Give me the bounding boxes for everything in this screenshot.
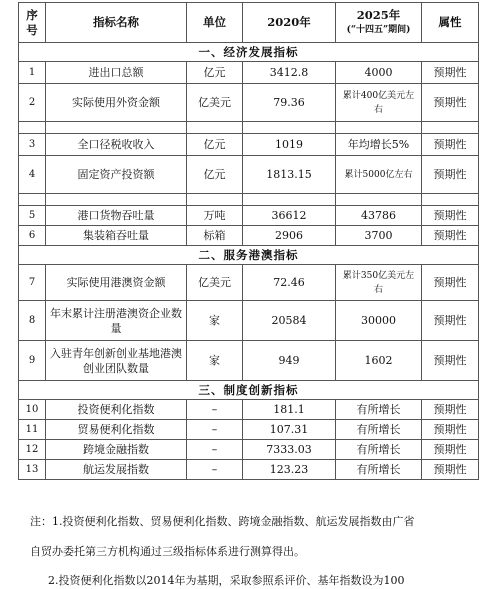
section-row: [19, 381, 479, 400]
cell-unit: 亿美元: [187, 265, 243, 301]
cell-name: 集装箱吞吐量: [46, 226, 187, 246]
header-seq: 序号: [19, 3, 46, 43]
cell-attr: 预期性: [422, 84, 479, 122]
cell-2025: 有所增长: [336, 420, 422, 440]
cell-seq: 6: [19, 226, 46, 246]
cell-2025: 30000: [336, 301, 422, 341]
footnotes: [30, 514, 480, 589]
header-2025: [336, 3, 422, 43]
table-row: [19, 226, 479, 246]
cell-attr: 预期性: [422, 341, 479, 381]
header-unit: 单位: [187, 3, 243, 43]
cell-unit: 亿元: [187, 62, 243, 84]
cell-seq: 10: [19, 400, 46, 420]
table-header-row: [19, 3, 479, 43]
cell-2025: 累计400亿美元左右: [336, 84, 422, 122]
cell-attr: 预期性: [422, 226, 479, 246]
cell-2025: 有所增长: [336, 400, 422, 420]
cell-2020: 36612: [243, 206, 336, 226]
cell-seq: 7: [19, 265, 46, 301]
table-row: [19, 460, 479, 480]
separator-cell: [19, 194, 46, 206]
table-row: [19, 265, 479, 301]
cell-unit: 亿元: [187, 134, 243, 156]
cell-name: 贸易便利化指数: [46, 420, 187, 440]
table-row: [19, 301, 479, 341]
table-row: [19, 84, 479, 122]
table-row: [19, 206, 479, 226]
separator-cell: [243, 194, 336, 206]
cell-attr: 预期性: [422, 460, 479, 480]
cell-name: 固定资产投资额: [46, 156, 187, 194]
cell-seq: 5: [19, 206, 46, 226]
cell-unit: 标箱: [187, 226, 243, 246]
cell-name: 航运发展指数: [46, 460, 187, 480]
table-row: [19, 400, 479, 420]
header-2020: 2020年: [243, 3, 336, 43]
cell-2020: 7333.03: [243, 440, 336, 460]
cell-name: 入驻青年创新创业基地港澳创业团队数量: [46, 341, 187, 381]
table-row: [19, 420, 479, 440]
cell-2020: 79.36: [243, 84, 336, 122]
cell-seq: 9: [19, 341, 46, 381]
separator-cell: [19, 122, 46, 134]
cell-unit: 家: [187, 341, 243, 381]
cell-name: 全口径税收收入: [46, 134, 187, 156]
cell-seq: 3: [19, 134, 46, 156]
cell-2020: 949: [243, 341, 336, 381]
separator-cell: [187, 194, 243, 206]
header-name: 指标名称: [46, 3, 187, 43]
separator-cell: [422, 122, 479, 134]
separator-row: [19, 194, 479, 206]
section-row: [19, 246, 479, 265]
cell-name: 年末累计注册港澳资企业数量: [46, 301, 187, 341]
cell-2025: 有所增长: [336, 440, 422, 460]
cell-2020: 123.23: [243, 460, 336, 480]
cell-seq: 1: [19, 62, 46, 84]
cell-2020: 72.46: [243, 265, 336, 301]
section-title: 三、制度创新指标: [19, 381, 479, 400]
cell-2020: 3412.8: [243, 62, 336, 84]
footnote-2: 2.投资便利化指数以2014年为基期，采取参照系评价、基年指数设为100: [48, 574, 405, 587]
cell-seq: 4: [19, 156, 46, 194]
table-row: [19, 440, 479, 460]
cell-2020: 1813.15: [243, 156, 336, 194]
footnote-1-line-1: 注：1.投资便利化指数、贸易便利化指数、跨境金融指数、航运发展指数由广省: [30, 515, 415, 528]
separator-cell: [422, 194, 479, 206]
cell-name: 实际使用外资金额: [46, 84, 187, 122]
cell-2020: 20584: [243, 301, 336, 341]
cell-unit: –: [187, 440, 243, 460]
cell-name: 投资便利化指数: [46, 400, 187, 420]
cell-attr: 预期性: [422, 420, 479, 440]
cell-2020: 2906: [243, 226, 336, 246]
cell-attr: 预期性: [422, 301, 479, 341]
cell-2020: 107.31: [243, 420, 336, 440]
cell-unit: 万吨: [187, 206, 243, 226]
cell-seq: 11: [19, 420, 46, 440]
separator-cell: [187, 122, 243, 134]
separator-cell: [243, 122, 336, 134]
cell-unit: 亿元: [187, 156, 243, 194]
cell-attr: 预期性: [422, 156, 479, 194]
footnote-1-line-2: 自贸办委托第三方机构通过三级指标体系进行测算得出。: [30, 545, 305, 558]
cell-attr: 预期性: [422, 440, 479, 460]
header-2025-sub: (“十四五”期间): [346, 25, 411, 35]
cell-attr: 预期性: [422, 400, 479, 420]
cell-seq: 2: [19, 84, 46, 122]
cell-unit: –: [187, 420, 243, 440]
cell-attr: 预期性: [422, 62, 479, 84]
separator-cell: [336, 194, 422, 206]
cell-name: 港口货物吞吐量: [46, 206, 187, 226]
cell-name: 跨境金融指数: [46, 440, 187, 460]
cell-2025: 1602: [336, 341, 422, 381]
cell-2025: 累计350亿美元左右: [336, 265, 422, 301]
header-2025-year: 2025年: [356, 8, 401, 22]
cell-seq: 13: [19, 460, 46, 480]
cell-2025: 43786: [336, 206, 422, 226]
cell-name: 进出口总额: [46, 62, 187, 84]
cell-seq: 8: [19, 301, 46, 341]
cell-unit: 亿美元: [187, 84, 243, 122]
cell-name: 实际使用港澳资金额: [46, 265, 187, 301]
cell-unit: –: [187, 460, 243, 480]
table-row: [19, 341, 479, 381]
indicator-table: [18, 2, 479, 480]
separator-row: [19, 122, 479, 134]
cell-2025: 累计5000亿左右: [336, 156, 422, 194]
separator-cell: [46, 122, 187, 134]
table-row: [19, 62, 479, 84]
cell-2020: 1019: [243, 134, 336, 156]
cell-2025: 4000: [336, 62, 422, 84]
cell-2025: 有所增长: [336, 460, 422, 480]
table-row: [19, 134, 479, 156]
cell-attr: 预期性: [422, 265, 479, 301]
cell-unit: –: [187, 400, 243, 420]
cell-attr: 预期性: [422, 134, 479, 156]
table-row: [19, 156, 479, 194]
cell-2020: 181.1: [243, 400, 336, 420]
cell-attr: 预期性: [422, 206, 479, 226]
separator-cell: [336, 122, 422, 134]
cell-2025: 年均增长5%: [336, 134, 422, 156]
section-title: 一、经济发展指标: [19, 43, 479, 62]
cell-seq: 12: [19, 440, 46, 460]
header-attr: 属性: [422, 3, 479, 43]
section-title: 二、服务港澳指标: [19, 246, 479, 265]
section-row: [19, 43, 479, 62]
cell-unit: 家: [187, 301, 243, 341]
separator-cell: [46, 194, 187, 206]
cell-2025: 3700: [336, 226, 422, 246]
